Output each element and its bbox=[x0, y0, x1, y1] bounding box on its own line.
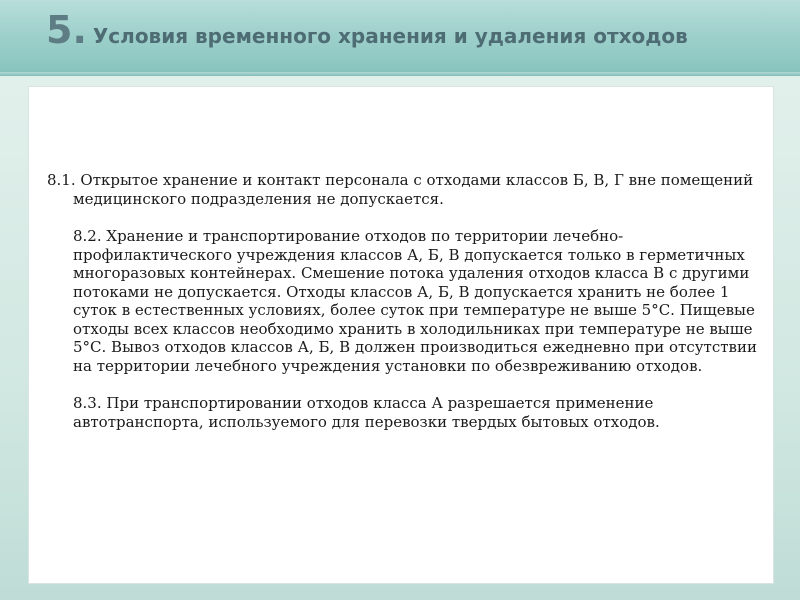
paragraph-8-3: 8.3. При транспортировании отходов класса А разрешается применение автотранспорта, используемого для перевозки твердых бытовых отходов. bbox=[73, 394, 660, 431]
title-bar bbox=[0, 0, 800, 76]
content-panel bbox=[28, 86, 774, 584]
paragraph-8-2: 8.2. Хранение и транспортирование отходов по территории лечебно-профилактического учреждения классов А, Б, В допускается только в герметичных многоразовых контейнерах. Смешение потока удаления отходов класса В с другими потоками не допускается. Отходы классов А, Б, В допускается хранить не более 1 суток в естественных условиях, более суток при температуре не выше 5°С. Пищевые отходы всех классов необходимо хранить в холодильниках при температуре не выше 5°С. Вывоз отходов классов А, Б, В должен производиться ежедневно при отсутствии на территории лечебного учреждения установки по обезвреживанию отходов. bbox=[73, 227, 757, 375]
title-text: Условия временного хранения и удаления отходов bbox=[92, 24, 688, 48]
paragraph-8-1: 8.1. Открытое хранение и контакт персонала с отходами классов Б, В, Г вне помещений медицинского подразделения не допускается. bbox=[47, 171, 754, 208]
body-text bbox=[47, 171, 759, 450]
section-number: 5. bbox=[46, 8, 87, 52]
slide-title bbox=[46, 8, 688, 52]
